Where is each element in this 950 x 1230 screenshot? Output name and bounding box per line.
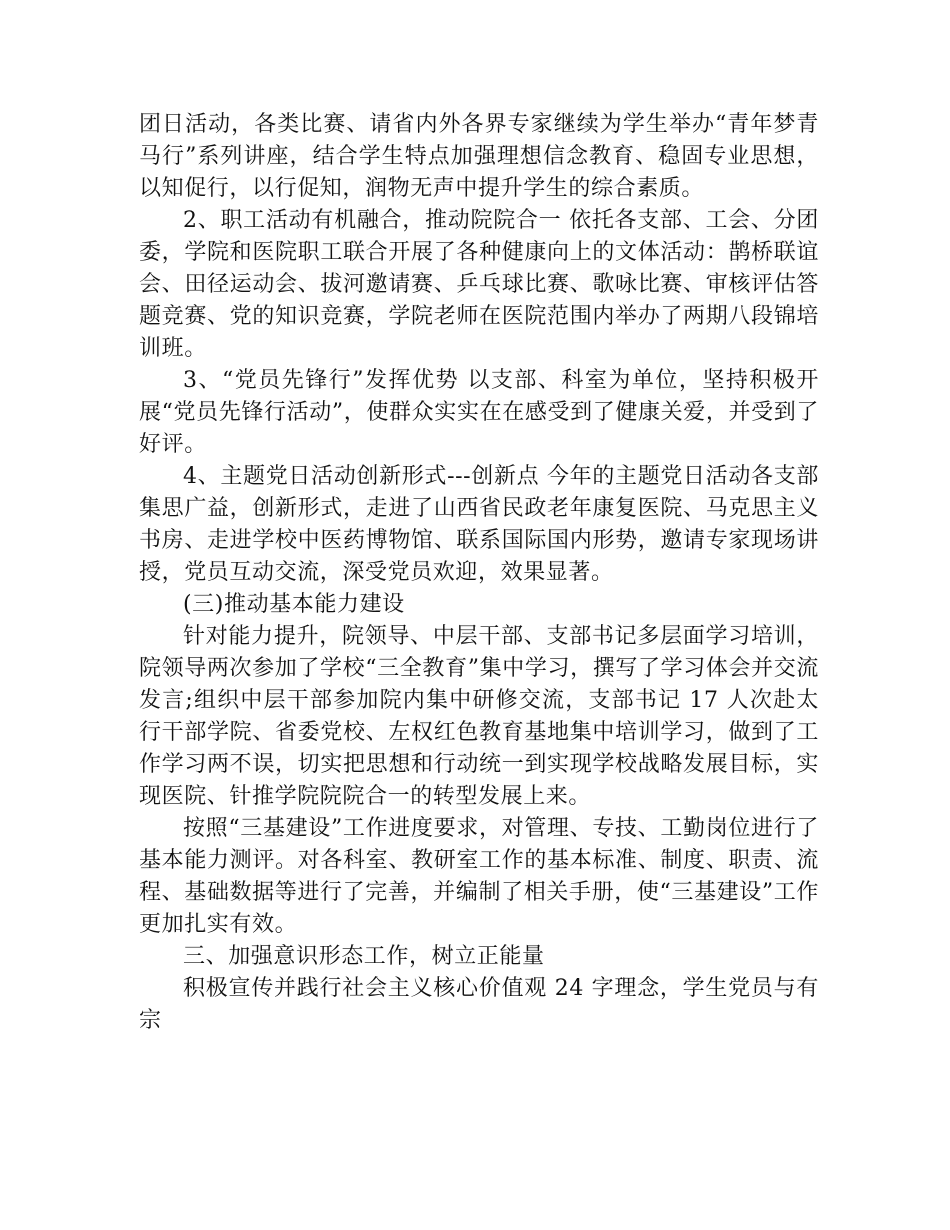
paragraph-training: 针对能力提升，院领导、中层干部、支部书记多层面学习培训，院领导两次参加了学校“三全教育”集中学习，撰写了学习体会并交流发言;组织中层干部参加院内集中研修交流，支部书记 17 人次赴太行干部学院、省委党校、左权红色教育基地集中培训学习，做到了工作学习两不误，切实把思想和行动统一到实现学校战略发展目标，实现医院、针推学院院院合一的转型发展上来。 xyxy=(139,624,819,809)
paragraph-core-values: 积极宣传并践行社会主义核心价值观 24 字理念，学生党员与有宗 xyxy=(139,976,819,1033)
paragraph-three-basics: 按照“三基建设”工作进度要求，对管理、专技、工勤岗位进行了基本能力测评。对各科室、教研室工作的基本标准、制度、职责、流程、基础数据等进行了完善，并编制了相关手册，使“三基建设”工作更加扎实有效。 xyxy=(139,816,819,937)
paragraph-party-day: 4、主题党日活动创新形式---创新点 今年的主题党日活动各支部集思广益，创新形式，走进了山西省民政老年康复医院、马克思主义书房、走进学校中医药博物馆、联系国际国内形势，邀请专家现场讲授，党员互动交流，深受党员欢迎，效果显著。 xyxy=(139,464,819,585)
section-heading-capacity-building: (三)推动基本能力建设 xyxy=(183,592,405,617)
section-heading-ideology: 三、加强意识形态工作，树立正能量 xyxy=(183,944,545,969)
paragraph-party-pioneer: 3、“党员先锋行”发挥优势 以支部、科室为单位，坚持积极开展“党员先锋行活动”，使群众实实在在感受到了健康关爱，并受到了好评。 xyxy=(139,368,819,457)
document-body xyxy=(139,109,819,1037)
paragraph-staff-activities: 2、职工活动有机融合，推动院院合一 依托各支部、工会、分团委，学院和医院职工联合开展了各种健康向上的文体活动：鹊桥联谊会、田径运动会、拔河邀请赛、乒乓球比赛、歌咏比赛、审核评估答题竞赛、党的知识竞赛，学院老师在医院范围内举办了两期八段锦培训班。 xyxy=(139,208,819,361)
paragraph-continuation: 团日活动，各类比赛、请省内外各界专家继续为学生举办“青年梦青马行”系列讲座，结合学生特点加强理想信念教育、稳固专业思想，以知促行，以行促知，润物无声中提升学生的综合素质。 xyxy=(139,112,819,201)
